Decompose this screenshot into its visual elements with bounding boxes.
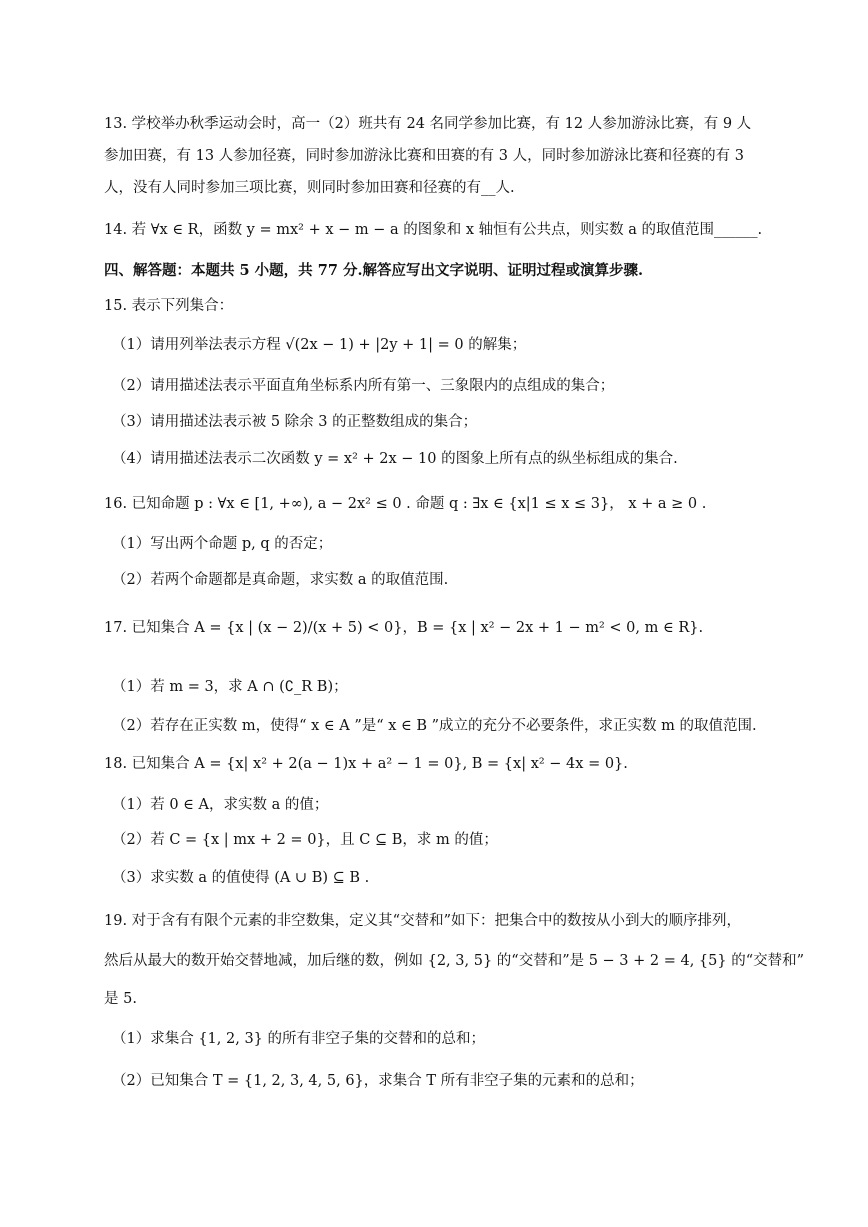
q15-part4: （4）请用描述法表示二次函数 y = x² + 2x − 10 的图象上所有点的纵坐标组成的集合. xyxy=(112,451,678,467)
q14-line1: 14. 若 ∀x ∈ R，函数 y = mx² + x − m − a 的图象和 x 轴恒有公共点，则实数 a 的取值范围______. xyxy=(104,222,763,238)
q19-part2: （2）已知集合 T = {1, 2, 3, 4, 5, 6}，求集合 T 所有非空子集的元素和的总和； xyxy=(112,1073,644,1089)
q19-line1: 19. 对于含有有限个元素的非空数集，定义其“交替和”如下：把集合中的数按从小到大的顺序排列， xyxy=(104,913,741,929)
q13-line3: 人，没有人同时参加三项比赛，则同时参加田赛和径赛的有__人. xyxy=(104,180,515,196)
q18-stem: 18. 已知集合 A = {x| x² + 2(a − 1)x + a² − 1 = 0}, B = {x| x² − 4x = 0}. xyxy=(104,756,628,772)
q19-line3: 是 5. xyxy=(104,991,137,1007)
q17-part1: （1）若 m = 3，求 A ∩ (∁_R B)； xyxy=(112,679,348,695)
q13-line1: 13. 学校举办秋季运动会时，高一（2）班共有 24 名同学参加比赛，有 12 人参加游泳比赛，有 9 人 xyxy=(104,116,752,132)
q15-part1: （1）请用列举法表示方程 √(2x − 1) + |2y + 1| = 0 的解集； xyxy=(112,337,527,353)
q17-part2: （2）若存在正实数 m，使得“ x ∈ A ”是“ x ∈ B ”成立的充分不必要条件，求正实数 m 的取值范围. xyxy=(112,718,757,734)
q17-stem: 17. 已知集合 A = {x | (x − 2)/(x + 5) < 0}，B = {x | x² − 2x + 1 − m² < 0, m ∈ R}. xyxy=(104,620,704,636)
q15-part3: （3）请用描述法表示被 5 除余 3 的正整数组成的集合； xyxy=(112,414,478,430)
q19-part1: （1）求集合 {1, 2, 3} 的所有非空子集的交替和的总和； xyxy=(112,1031,486,1047)
q16-stem: 16. 已知命题 p : ∀x ∈ [1, +∞), a − 2x² ≤ 0 . 命题 q : ∃x ∈ {x|1 ≤ x ≤ 3}， x + a ≥ 0 . xyxy=(104,496,707,512)
q15-part2: （2）请用描述法表示平面直角坐标系内所有第一、三象限内的点组成的集合； xyxy=(112,378,615,394)
q13-line2: 参加田赛，有 13 人参加径赛，同时参加游泳比赛和田赛的有 3 人，同时参加游泳比赛和径赛的有 3 xyxy=(104,148,744,164)
q18-part2: （2）若 C = {x | mx + 2 = 0}，且 C ⊆ B，求 m 的值； xyxy=(112,832,498,848)
q16-part2: （2）若两个命题都是真命题，求实数 a 的取值范围. xyxy=(112,572,449,588)
section4-title: 四、解答题：本题共 5 小题，共 77 分.解答应写出文字说明、证明过程或演算步骤. xyxy=(104,262,644,279)
q18-part3: （3）求实数 a 的值使得 (A ∪ B) ⊆ B . xyxy=(112,870,370,886)
q19-line2: 然后从最大的数开始交替地减，加后继的数，例如 {2, 3, 5} 的“交替和”是 5 − 3 + 2 = 4, {5} 的“交替和” xyxy=(104,953,805,969)
q18-part1: （1）若 0 ∈ A，求实数 a 的值； xyxy=(112,797,329,813)
q15-stem: 15. 表示下列集合： xyxy=(104,298,234,314)
q16-part1: （1）写出两个命题 p, q 的否定； xyxy=(112,536,333,552)
